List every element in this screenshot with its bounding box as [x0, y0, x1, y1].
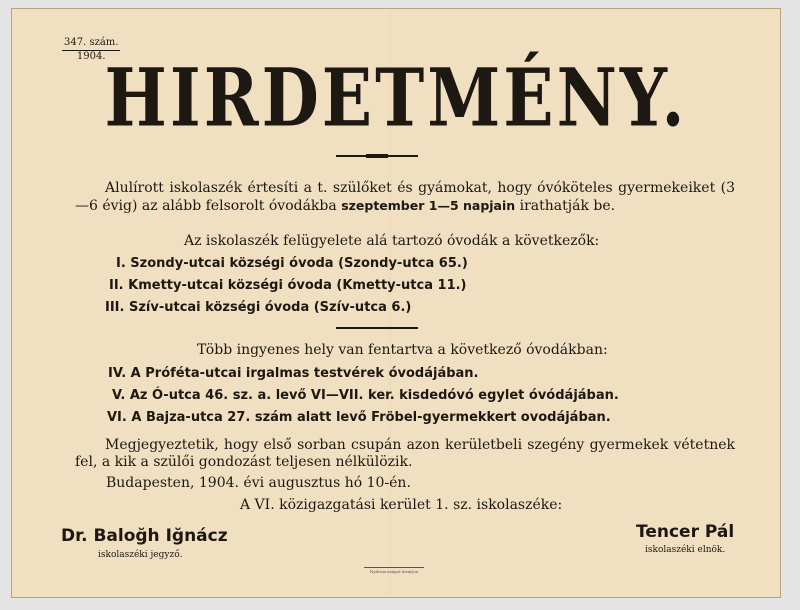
signature-left-role: iskolaszéki jegyző. — [98, 550, 183, 560]
page-title: HIRDETMÉNY. — [104, 51, 688, 145]
list-item: III. Szív-utcai községi óvoda (Szív-utca 6.) — [105, 300, 412, 315]
authority-line: A VI. közigazgatási kerület 1. sz. iskolaszéke: — [240, 497, 563, 513]
section1-heading: Az iskolaszék felügyelete alá tartozó óvodák a következők: — [184, 233, 600, 249]
ornamental-rule — [336, 155, 418, 157]
divider-rule — [336, 327, 418, 329]
intro-date-bold: szeptember 1—5 napjain — [341, 198, 516, 213]
intro-paragraph — [75, 180, 735, 215]
list-item: VI. A Bajza-utca 27. szám alatt levő Fröbel-gyermekkert ovodájában. — [107, 410, 611, 425]
signature-right-role: iskolaszéki elnök. — [645, 545, 726, 555]
intro-text-1: Alulírott iskolaszék értesíti a t. szülőket és gyámokat, hogy óvóköteles gyermekeiket (3—6 évig) az alább felsorolt óvodákba — [75, 180, 735, 214]
signature-left-name: Dr. Baloğh Iğnácz — [61, 526, 228, 546]
list-item: II. Kmetty-utcai községi óvoda (Kmetty-utca 11.) — [109, 278, 467, 293]
list-item: I. Szondy-utcai községi óvoda (Szondy-utca 65.) — [116, 256, 468, 271]
list-item: IV. A Próféta-utcai irgalmas testvérek óvodájában. — [108, 366, 479, 381]
printer-footer: Nyilvánosságot kizárjon — [364, 567, 424, 574]
poster-sheet — [11, 8, 781, 598]
reference-number: 347. szám. — [62, 37, 120, 51]
reference-year: 1904. — [76, 51, 106, 62]
signature-right-name: Tencer Pál — [636, 522, 735, 542]
intro-text-2: irathatják be. — [519, 198, 616, 214]
list-item: V. Az Ó-utca 46. sz. a. levő VI—VII. ker. kisdedóvó egylet óvódájában. — [112, 388, 619, 403]
place-date: Budapesten, 1904. évi augusztus hó 10-én. — [106, 475, 411, 491]
note-paragraph: Megjegyeztetik, hogy első sorban csupán azon kerületbeli szegény gyermekek vétetnek fel, a kik a szülői gondozást teljesen nélkülözik. — [75, 437, 735, 470]
section2-heading: Több ingyenes hely van fentartva a következő óvodákban: — [197, 342, 608, 358]
